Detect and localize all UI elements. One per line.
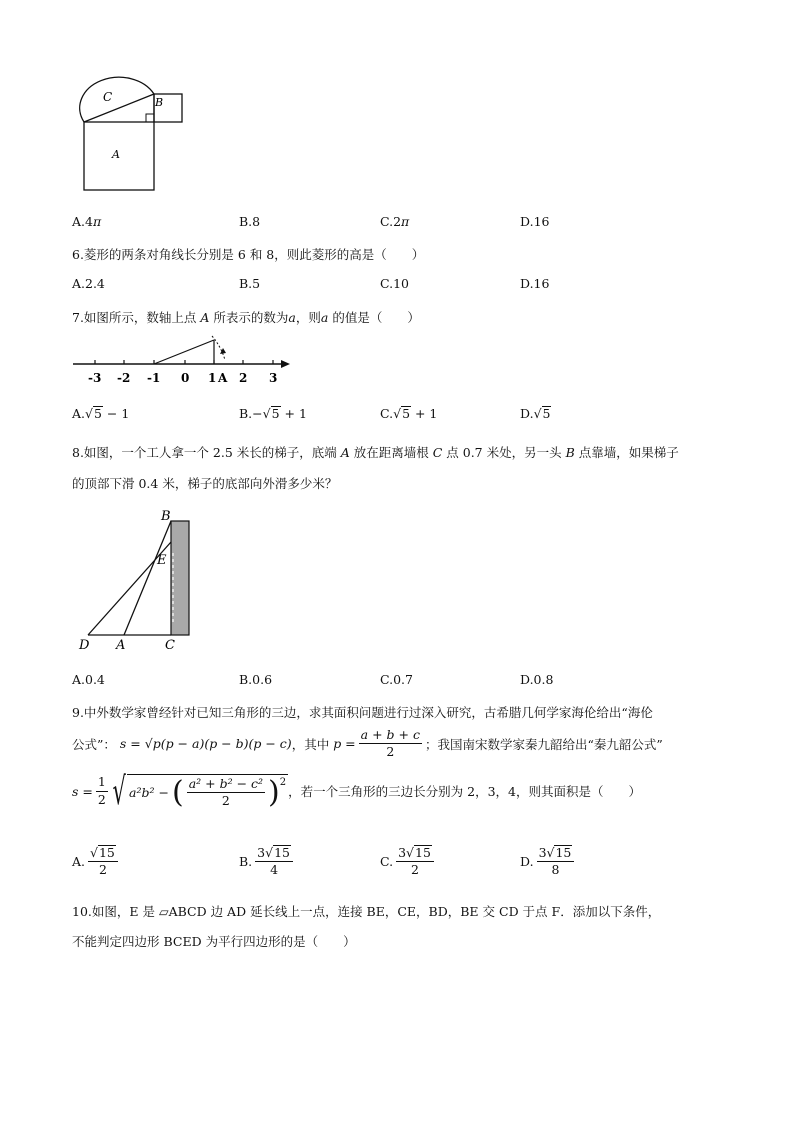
q5-figure — [74, 70, 194, 195]
svg-text:1: 1 — [208, 371, 217, 385]
q8-stem-line1: 8.如图，一个工人拿一个 2.5 米长的梯子，底端 A 放在距离墙根 C 点 0.7 米处，另一头 B 点靠墙，如果梯子 — [72, 445, 679, 460]
label-c: C — [165, 638, 175, 653]
semicircle-c — [80, 77, 154, 122]
q7-option-a: A.√5 − 1 — [72, 406, 130, 421]
svg-text:-3: -3 — [88, 371, 102, 385]
q9-option-b: B. $\frac{3√15}{4}$ — [239, 845, 296, 878]
q8-option-b: B.0.6 — [239, 672, 273, 687]
q5-option-c: C.2π — [380, 214, 410, 229]
q5-option-d: D.16 — [520, 214, 550, 229]
label-a: A — [112, 148, 120, 161]
svg-text:3: 3 — [269, 371, 278, 385]
q9-option-d: D. $\frac{3√15}{8}$ — [520, 845, 577, 878]
label-b: B — [161, 509, 171, 524]
q8-option-c: C.0.7 — [380, 672, 413, 687]
p-fraction: $\frac{a + b + c}{2}$ — [360, 727, 420, 760]
q7-option-c: C.√5 + 1 — [380, 406, 438, 421]
label-e: E — [157, 553, 167, 568]
q8-option-d: D.0.8 — [520, 672, 554, 687]
q8-ladder-figure — [74, 505, 204, 655]
q9-stem-line3: s = $\frac{1}{2}$ √ a²b² − ( $\frac{\text{a² + b² − c²}}{2}$ ) $^2$ ，若一个三角形的三边长分别为 2，3，4，则其面积是（ ） — [72, 769, 641, 813]
q9-stem-line1: 9.中外数学家曾经针对已知三角形的三边，求其面积问题进行过深入研究，古希腊几何学家海伦给出“海伦 — [72, 705, 653, 720]
q8-option-a: A.0.4 — [72, 672, 105, 687]
q8-stem-line2: 的顶部下滑 0.4 米，梯子的底部向外滑多少米？ — [72, 476, 338, 491]
q5-option-b: B.8 — [239, 214, 261, 229]
svg-text:A: A — [218, 371, 228, 385]
q7-option-d: D.√5 — [520, 406, 551, 421]
inner-fraction: $\frac{\text{a² + b² − c²}}{2}$ — [188, 775, 264, 808]
q7-number-line — [70, 330, 300, 390]
q9-option-c: C. $\frac{3√15}{2}$ — [380, 845, 437, 878]
q5-option-a: A.4π — [72, 214, 102, 229]
q10-stem-line1: 10.如图，E 是 ▱ABCD 边 AD 延长线上一点，连接 BE，CE，BD，BE 交 CD 于点 F．添加以下条件， — [72, 904, 661, 919]
label-c: C — [103, 90, 113, 104]
q6-option-a: A.2.4 — [72, 276, 105, 291]
label-d: D — [79, 638, 90, 653]
q10-stem-line2: 不能判定四边形 BCED 为平行四边形的是（ ） — [72, 934, 356, 949]
q6-option-d: D.16 — [520, 276, 550, 291]
label-a: A — [116, 638, 126, 653]
q6-option-b: B.5 — [239, 276, 261, 291]
q9-option-a: A. $\frac{√15}{2}$ — [72, 845, 121, 878]
svg-text:0: 0 — [181, 371, 190, 385]
wall — [171, 521, 189, 635]
q6-stem: 6.菱形的两条对角线长分别是 6 和 8，则此菱形的高是（ ） — [72, 247, 425, 262]
q7-stem: 7.如图所示，数轴上点 A 所表示的数为a，则a 的值是（ ） — [72, 310, 420, 325]
q7-option-b: B.−√5 + 1 — [239, 406, 307, 421]
q9-stem-line2: 公式”： s = √p(p − a)(p − b)(p − c) ，其中 p = $\frac{a + b + c}{2}$ ；我国南宋数学家秦九韶给出“秦九韶公式” — [72, 727, 663, 760]
half-fraction: $\frac{1}{2}$ — [97, 774, 106, 807]
q6-option-c: C.10 — [380, 276, 409, 291]
svg-text:-2: -2 — [117, 371, 131, 385]
svg-text:2: 2 — [239, 371, 248, 385]
label-b: B — [155, 96, 164, 109]
svg-text:-1: -1 — [147, 371, 161, 385]
